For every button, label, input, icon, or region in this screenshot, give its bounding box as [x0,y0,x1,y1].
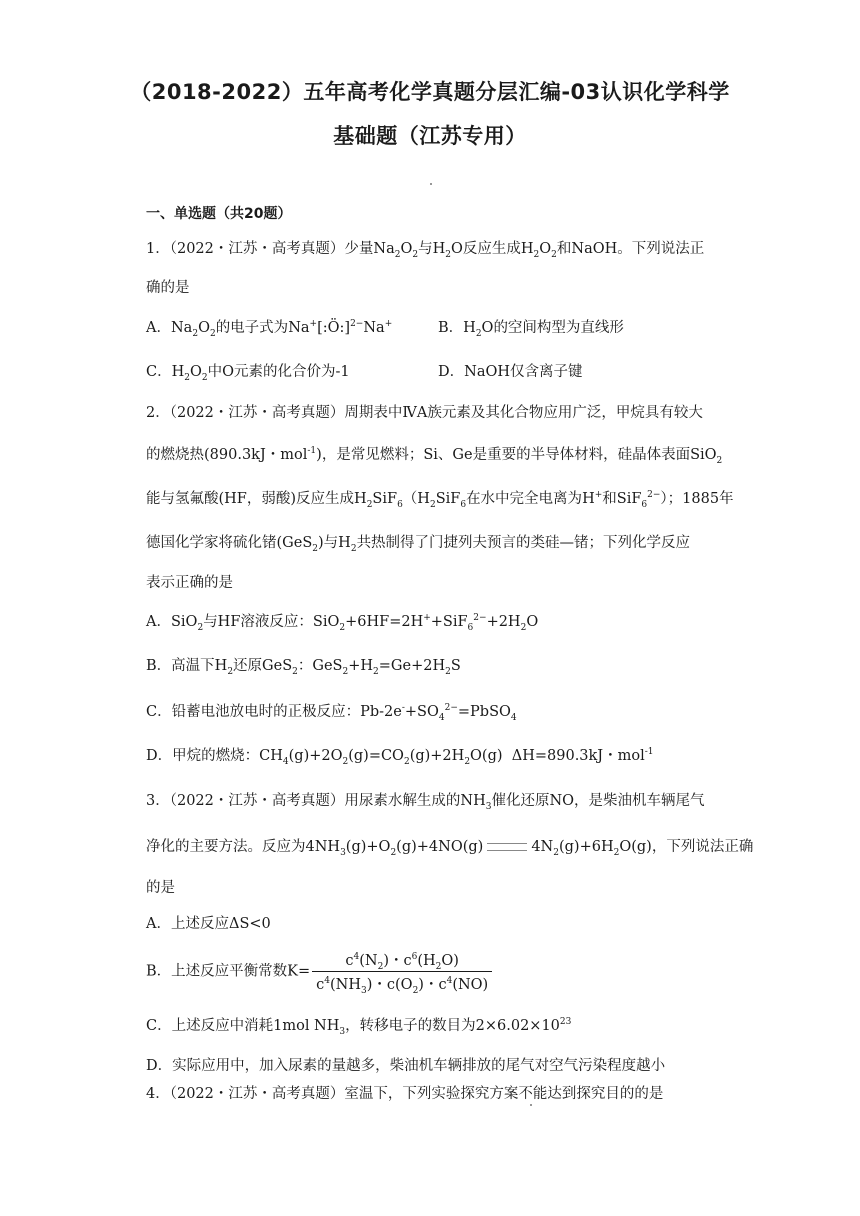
equilibrium-arrow-icon [487,843,527,851]
q1-stem-line1: 1．（2022・江苏・高考真题）少量$Na_2O_2$与$H_2O$反应生成$H_2O_2$和NaOH。下列说法正 [146,241,705,260]
document-title-line1: （2018-2022）五年高考化学真题分层汇编-03认识化学科学 [130,80,730,104]
q2-option-b: B．高温下$H_2$还原GeS$_2$：$GeS_2+H_2=Ge+2H_2S$ [146,658,461,677]
q3-option-a: A．上述反应ΔS<0 [146,916,271,932]
q3-stem-line1: 3．（2022・江苏・高考真题）用尿素水解生成的$NH_3$催化还原NO，是柴油机车辆尾气 [146,793,705,812]
document-title-line2: 基础题（江苏专用） [333,124,527,148]
q3-option-c: C．上述反应中消耗1mol $NH_3$，转移电子的数目为$2\times 6.02\times 10^{23}$ [146,1017,572,1037]
scan-dot [430,183,432,185]
q2-stem-line4: 德国化学家将硫化锗(GeS$_2$)与$H_2$共热制得了门捷列夫预言的类硅—锗；下列化学反应 [146,535,691,554]
q2-stem-line1: 2．（2022・江苏・高考真题）周期表中ⅣA族元素及其化合物应用广泛，甲烷具有较大 [146,405,703,421]
q2-stem-line2: 的燃烧热(890.3kJ・mol$^{-1}$)，是常见燃料；Si、Ge是重要的半导体材料，硅晶体表面SiO$_2$ [146,446,723,466]
q3-option-d: D．实际应用中，加入尿素的量越多，柴油机车辆排放的尾气对空气污染程度越小 [146,1058,666,1074]
q2-stem-line3: 能与氢氟酸(HF，弱酸)反应生成$H_2SiF_6(H_2SiF_6$在水中完全电离为H+和SiF$_6^{2-}$）；1885年 [146,490,734,510]
q3-option-b: B．上述反应平衡常数K= $\frac{c^4(N_2)・c^6(H_2O)}{c^4(NH_3)・c(O_2)・c^4(NO)}$ [146,949,492,994]
q1-option-d: D．NaOH仅含离子键 [438,364,583,380]
section-heading: 一、单选题（共20题） [146,206,292,222]
q1-option-a: A．$Na_2O_2$的电子式为Na+[:Ö:]$^{2-}$Na+ [146,319,393,339]
q2-stem-line5: 表示正确的是 [146,575,233,591]
scan-dot [530,1104,532,1106]
q2-option-a: A．SiO$_2$与HF溶液反应：$SiO_2+6HF=2H^++SiF_6^{2-}+2H_2O$ [146,613,539,633]
q1-stem-line2: 确的是 [146,280,190,296]
q3-stem-line2: 净化的主要方法。反应为$4NH_3(g)+O_2(g)+4NO(g)$ $4N_2(g)+6H_2O(g)$，下列说法正确 [146,839,754,858]
q1-option-c: C．$H_2O_2$中O元素的化合价为-1 [146,364,350,383]
equilibrium-constant-fraction: $\frac{c^4(N_2)・c^6(H_2O)}{c^4(NH_3)・c(O_2)・c^4(NO)}$ [312,949,492,994]
q1-option-b: B．$H_2O$的空间构型为直线形 [438,320,624,339]
q3-stem-line3: 的是 [146,880,175,896]
q2-option-c: C．铅蓄电池放电时的正极反应：$Pb-2e^-+SO_4^{2-}=PbSO_4$ [146,703,517,723]
q2-option-d: D．甲烷的燃烧：$CH_4(g)+2O_2(g)=CO_2(g)+2H_2O(g)$ ΔH=890.3kJ・mol$^{-1}$ [146,747,654,767]
q4-stem: 4．（2022・江苏・高考真题）室温下，下列实验探究方案不能达到探究目的的是 [146,1086,664,1102]
